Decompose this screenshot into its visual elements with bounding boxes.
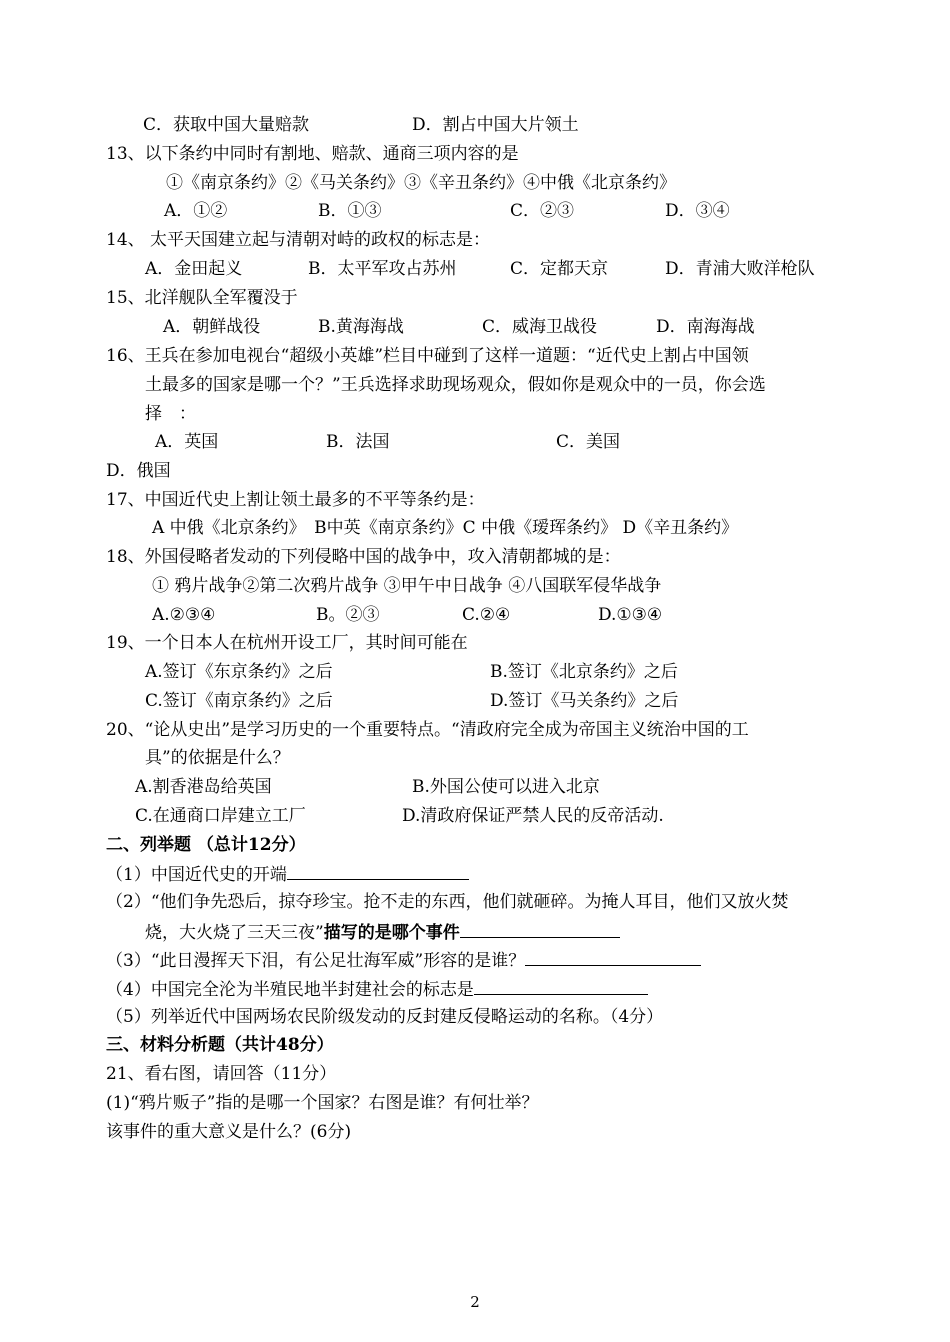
q19-option-d: D.签订《马关条约》之后	[490, 691, 679, 711]
q13-option-b: B．①③	[318, 201, 382, 221]
q12-option-d: D．割占中国大片领土	[412, 115, 579, 135]
q13-stem: 13、以下条约中同时有割地、赔款、通商三项内容的是	[106, 144, 519, 164]
q18-option-d: D.①③④	[598, 605, 663, 625]
q16-line-1: 16、王兵在参加电视台“超级小英雄”栏目中碰到了这样一道题：“近代史上割占中国领	[106, 346, 749, 366]
answer-blank-3[interactable]	[525, 948, 701, 966]
q13-items: ①《南京条约》②《马关条约》③《辛丑条约》④中俄《北京条约》	[166, 173, 676, 193]
section-2-item-2-line-1: （2）“他们争先恐后，掠夺珍宝。抢不走的东西，他们就砸碎。为掩人耳目，他们又放火焚	[106, 892, 789, 912]
q12-option-c: C．获取中国大量赔款	[143, 115, 310, 135]
q20-option-c: C.在通商口岸建立工厂	[135, 806, 306, 826]
q16-line-3: 择 ：	[145, 404, 196, 424]
q13-option-c: C．②③	[510, 201, 575, 221]
q14-option-c: C．定都天京	[510, 259, 609, 279]
q18-stem: 18、外国侵略者发动的下列侵略中国的战争中，攻入清朝都城的是：	[106, 547, 621, 567]
q21-part-1: (1)“鸦片贩子”指的是哪一个国家？右图是谁？有何壮举？	[106, 1093, 539, 1113]
q14-stem: 14、 太平天国建立起与清朝对峙的政权的标志是：	[106, 230, 491, 250]
q15-option-d: D．南海海战	[656, 317, 755, 337]
q15-option-b: B.黄海海战	[318, 317, 404, 337]
q21-stem: 21、看右图，请回答（11分）	[106, 1064, 337, 1084]
q16-option-b: B．法国	[326, 432, 390, 452]
q14-option-a: A．金田起义	[145, 259, 243, 279]
section-2-item-3	[106, 948, 701, 972]
section-2-item-3-text: （3）“此日漫挥天下泪，有公足壮海军威”形容的是谁？	[106, 951, 526, 971]
page-number: 2	[470, 1293, 480, 1311]
q19-option-c: C.签订《南京条约》之后	[145, 691, 333, 711]
q13-option-d: D．③④	[665, 201, 730, 221]
q19-option-a: A.签订《东京条约》之后	[145, 662, 333, 682]
q21-part-1-cont: 该事件的重大意义是什么？(6分)	[106, 1122, 352, 1142]
q15-option-a: A．朝鲜战役	[163, 317, 261, 337]
section-3-title: 三、材料分析题（共计48分）	[106, 1035, 334, 1055]
q16-option-a: A．英国	[155, 432, 219, 452]
q15-option-c: C．威海卫战役	[482, 317, 598, 337]
q18-option-a: A.②③④	[152, 605, 216, 625]
q18-option-b: B。②③	[316, 605, 380, 625]
section-2-item-4-text: （4）中国完全沦为半殖民地半封建社会的标志是	[106, 980, 474, 1000]
section-2-item-2-line-2	[145, 920, 620, 944]
q18-items: ① 鸦片战争②第二次鸦片战争 ③甲午中日战争 ④八国联军侵华战争	[152, 576, 662, 596]
q17-options: A 中俄《北京条约》 B中英《南京条约》C 中俄《瑷珲条约》 D《辛丑条约》	[152, 518, 739, 538]
q20-line-1: 20、“论从史出”是学习历史的一个重要特点。“清政府完全成为帝国主义统治中国的工	[106, 720, 749, 740]
q17-stem: 17、中国近代史上割让领土最多的不平等条约是：	[106, 490, 485, 510]
section-2-item-1	[106, 862, 469, 886]
q18-option-c: C.②④	[462, 605, 511, 625]
q20-line-2: 具”的依据是什么？	[145, 748, 290, 768]
section-2-item-2-quote: 烧，大火烧了三天三夜”	[145, 923, 324, 943]
q14-option-b: B．太平军攻占苏州	[308, 259, 457, 279]
q19-option-b: B.签订《北京条约》之后	[490, 662, 678, 682]
section-2-item-2-question: 描写的是哪个事件	[323, 923, 460, 943]
answer-blank-4[interactable]	[474, 977, 648, 995]
q15-stem: 15、北洋舰队全军覆没于	[106, 288, 298, 308]
q16-option-c: C．美国	[556, 432, 621, 452]
answer-blank-1[interactable]	[287, 862, 469, 880]
q19-stem: 19、一个日本人在杭州开设工厂，其时间可能在	[106, 633, 468, 653]
answer-blank-2[interactable]	[460, 920, 620, 938]
q13-option-a: A．①②	[164, 201, 228, 221]
q20-option-a: A.割香港岛给英国	[135, 777, 272, 797]
section-2-item-5: （5）列举近代中国两场农民阶级发动的反封建反侵略运动的名称。（4分）	[106, 1007, 664, 1027]
q16-option-d: D．俄国	[106, 461, 171, 481]
q16-line-2: 土最多的国家是哪一个？”王兵选择求助现场观众，假如你是观众中的一员，你会选	[145, 375, 766, 395]
q20-option-d: D.清政府保证严禁人民的反帝活动.	[402, 806, 664, 826]
section-2-item-1-text: （1）中国近代史的开端	[106, 865, 287, 885]
section-2-title: 二、列举题 （总计12分）	[106, 835, 306, 855]
q14-option-d: D．青浦大败洋枪队	[665, 259, 815, 279]
q20-option-b: B.外国公使可以进入北京	[412, 777, 600, 797]
section-2-item-4	[106, 977, 648, 1001]
